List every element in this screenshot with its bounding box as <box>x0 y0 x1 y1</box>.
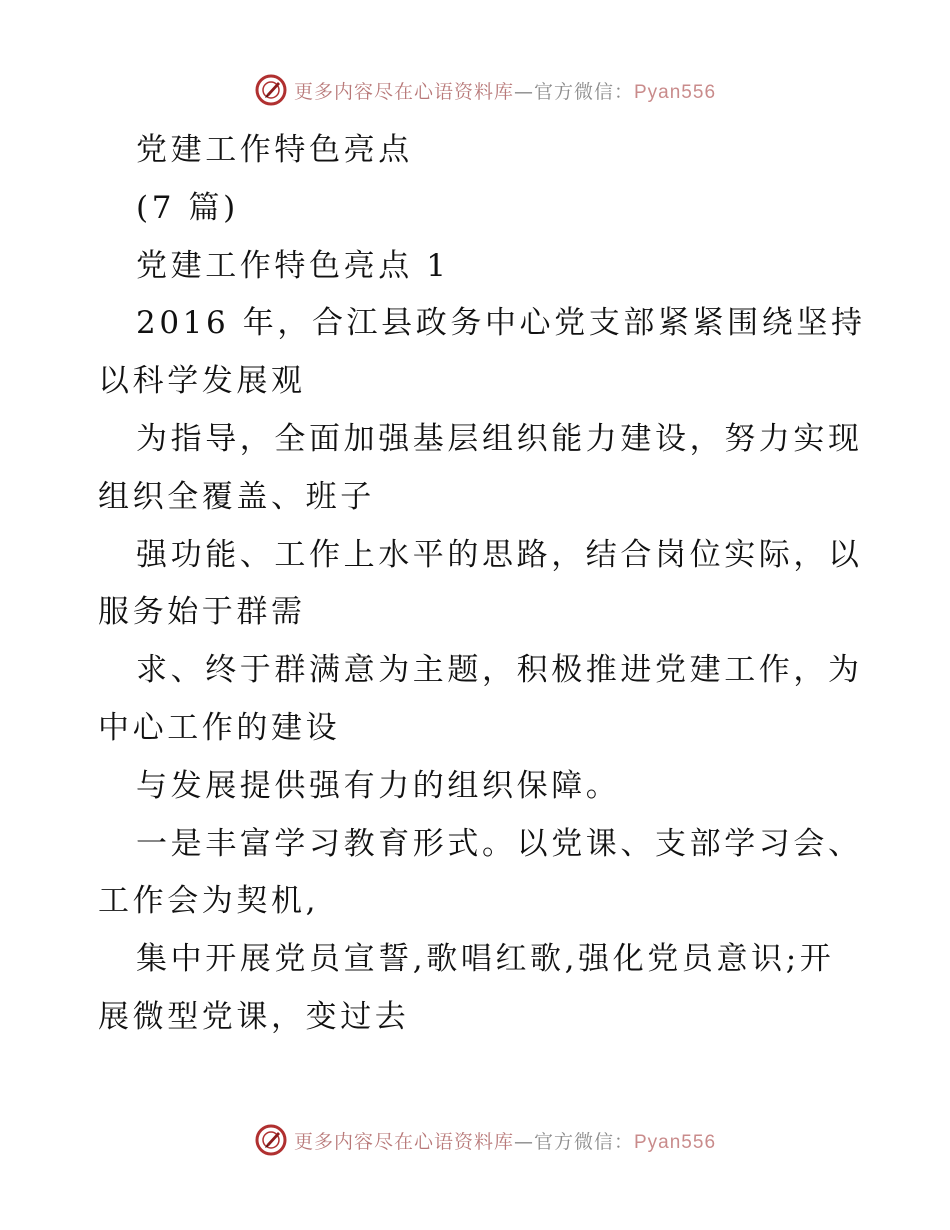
banner-main-text: 更多内容尽在心语资料库 <box>293 1130 514 1153</box>
banner-main-text: 更多内容尽在心语资料库 <box>293 80 514 103</box>
banner-wechat-id: Pyan556 <box>634 1131 717 1153</box>
text-line: 为指导，全面加强基层组织能力建设，努力实现 <box>136 420 863 457</box>
text-line: 与发展提供强有力的组织保障。 <box>136 767 621 804</box>
text-line: 2016 年，合江县政务中心党支部紧紧围绕坚持 <box>136 305 866 342</box>
header-banner <box>0 70 950 110</box>
text-line: 服务始于群需 <box>98 594 306 631</box>
pen-logo-icon <box>254 1123 288 1157</box>
text-line: 党建工作特色亮点 <box>136 132 413 168</box>
banner-text <box>294 77 716 104</box>
text-line: 一是丰富学习教育形式。以党课、支部学习会、 <box>136 825 863 862</box>
text-line: (7 篇) <box>136 189 239 226</box>
banner-wechat-id: Pyan556 <box>634 81 717 103</box>
banner-content <box>254 73 716 107</box>
banner-wechat-label: 官方微信： <box>533 80 634 103</box>
text-line: 以科学发展观 <box>98 363 306 400</box>
text-line: 展微型党课，变过去 <box>98 998 410 1035</box>
banner-dash: — <box>513 80 534 103</box>
banner-content <box>254 1123 716 1157</box>
text-line: 集中开展党员宣誓,歌唱红歌,强化党员意识;开 <box>136 941 835 978</box>
banner-wechat-label: 官方微信： <box>533 1130 634 1153</box>
document-body <box>98 122 866 1047</box>
text-line: 求、终于群满意为主题，积极推进党建工作，为 <box>136 652 863 689</box>
banner-dash: — <box>513 1130 534 1153</box>
text-line: 党建工作特色亮点 1 <box>136 247 450 284</box>
text-line: 工作会为契机, <box>98 883 320 920</box>
text-line: 组织全覆盖、班子 <box>98 478 375 515</box>
text-line: 强功能、工作上水平的思路，结合岗位实际，以 <box>136 536 863 573</box>
pen-logo-icon <box>254 73 288 107</box>
footer-banner <box>0 1120 950 1160</box>
text-line: 中心工作的建设 <box>98 709 341 746</box>
banner-text <box>294 1127 716 1154</box>
